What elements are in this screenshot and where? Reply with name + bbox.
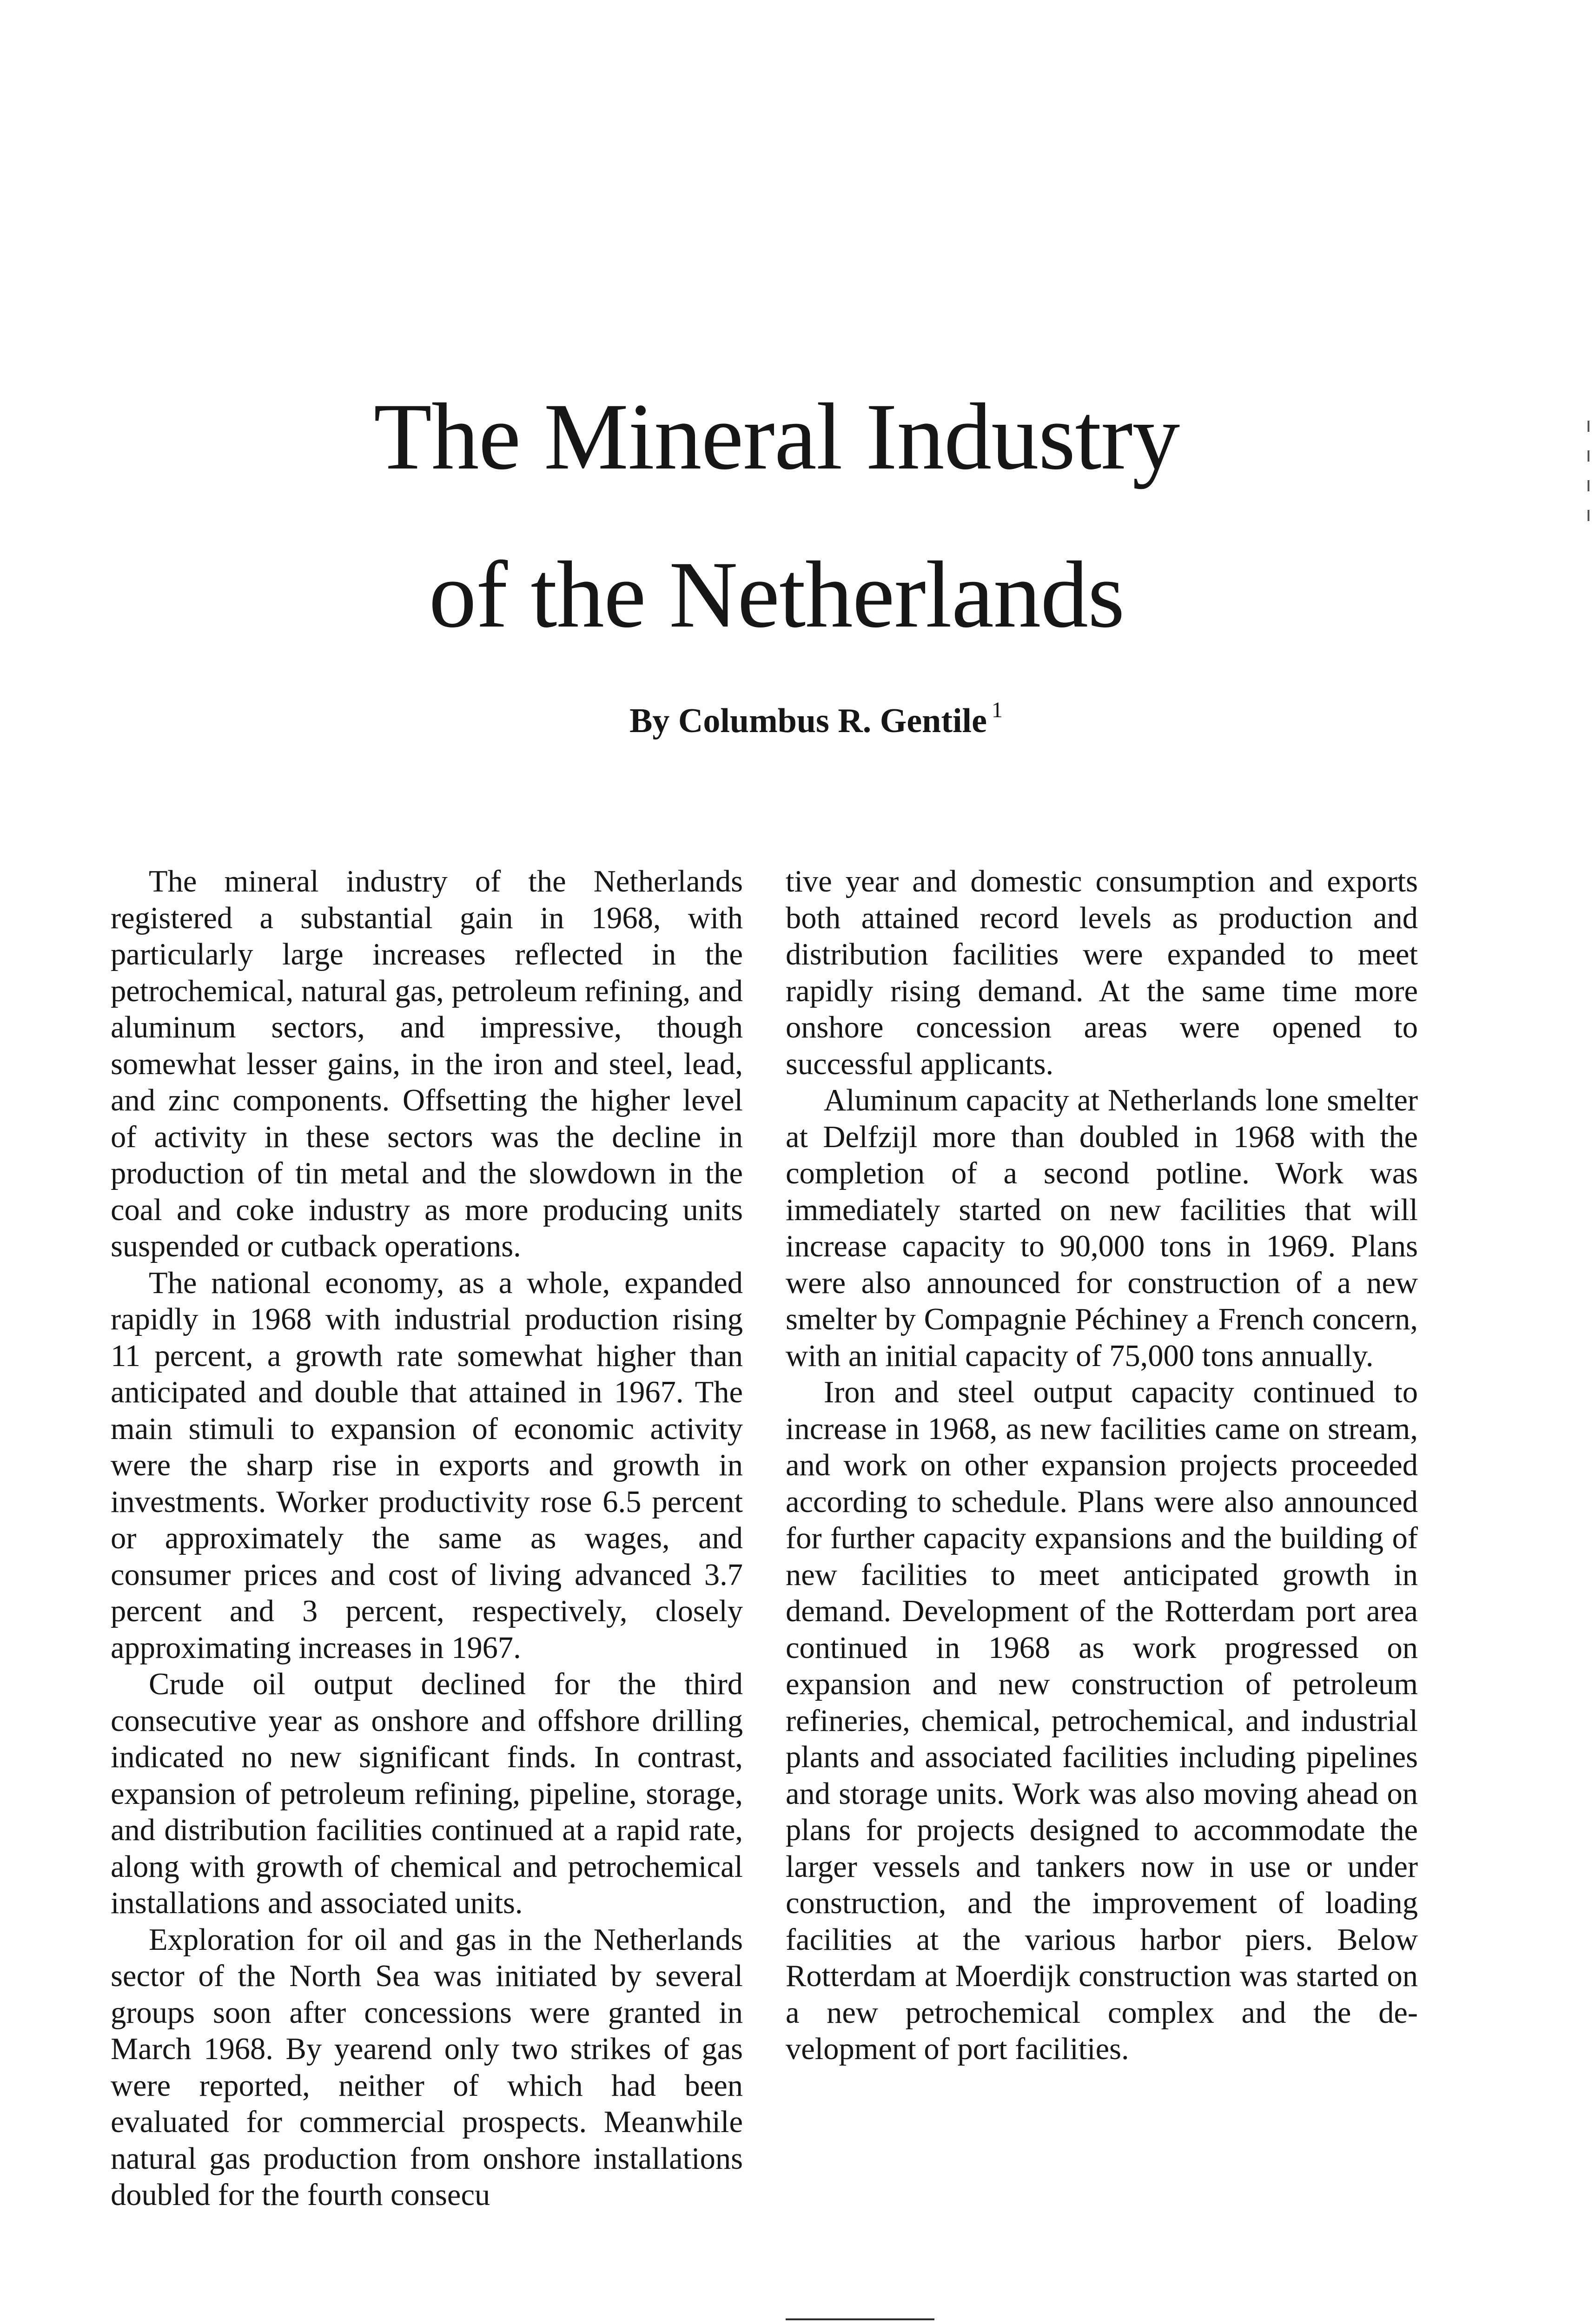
title-line-1: The Mineral Industry [373,384,1180,489]
right-column [786,864,1418,2068]
byline-footnote-ref: 1 [991,698,1003,722]
edge-mark [1588,421,1589,432]
paragraph: The mineral industry of the Netherlands registered a substantial gain in 1968, with particularly large increases reflected in the petrochemical, natural gas, petroleum refining, and aluminum sectors, and impressive, though somewhat lesser gains, in the iron and steel, lead, and zinc components. Offsetting the higher level of activity in these sectors was the decline in production of tin metal and the slowdown in the coal and coke industry as more producing units suspended or cutback operations. [111,865,743,1263]
left-column [111,864,743,2214]
paragraph: Iron and steel output capacity continued to increase in 1968, as new facilities came on stream, and work on other expansion projects proceeded according to schedule. Plans were also announced for further capacity expansions and the building of new facilities to meet anticipated growth in demand. Development of the Rotterdam port area continued in 1968 as work progressed on expansion and new construction of petroleum refineries, chemical, petrochemical, and industrial plants and associated facilities including pipelines and storage units. Work was also moving ahead on plans for projects designed to accommodate the larger vessels and tankers now in use or under construction, and the improvement of loading facilities at the various harbor piers. Below Rotterdam at Moerdijk construction was started on a new petrochemical complex and the development of port facilities. [786,1375,1418,2066]
paragraph-continued: tive year and domestic consumption and exports both attained record levels as production and distribution facilities were expanded to meet rapidly rising demand. At the same time more onshore concession areas were opened to successful applicants. [786,865,1418,1081]
paragraph: Aluminum capacity at Netherlands lone smelter at Delfzijl more than doubled in 1968 with the completion of a second potline. Work was immediately started on new facilities that will increase capacity to 90,000 tons in 1969. Plans were also announced for construction of a new smelter by Compagnie Péchiney a French concern, with an initial capacity of 75,000 tons annually. [786,1083,1418,1373]
scan-edge-marks [1588,421,1589,560]
paragraph: Crude oil output declined for the third consecutive year as onshore and offshore drilling indicated no new significant finds. In contrast, expansion of petroleum refining, pipeline, storage, and distribution facilities continued at a rapid rate, along with growth of chemical and petrochemical installations and associated units. [111,1667,743,1920]
title-line-2: of the Netherlands [429,542,1125,647]
edge-mark [1588,480,1589,491]
author-byline [19,697,1595,741]
author-name: By Columbus R. Gentile [629,702,987,740]
edge-mark [1588,510,1589,521]
article-title [0,367,1595,665]
edge-mark [1588,450,1589,462]
footnote-divider [786,2318,934,2320]
paragraph: Exploration for oil and gas in the Netherlands sector of the North Sea was initiated by several groups soon after concessions were granted in March 1968. By yearend only two strikes of gas were reported, neither of which had been evaluated for commercial prospects. Meanwhile natural gas production from onshore installations doubled for the fourth consecu [111,1922,743,2212]
paragraph: The national economy, as a whole, expanded rapidly in 1968 with industrial production rising 11 percent, a growth rate somewhat higher than anticipated and double that attained in 1967. The main stimuli to expansion of economic activity were the sharp rise in exports and growth in investments. Worker productivity rose 6.5 percent or approximately the same as wages, and consumer prices and cost of living advanced 3.7 percent and 3 percent, respectively, closely approximating increases in 1967. [111,1266,743,1665]
